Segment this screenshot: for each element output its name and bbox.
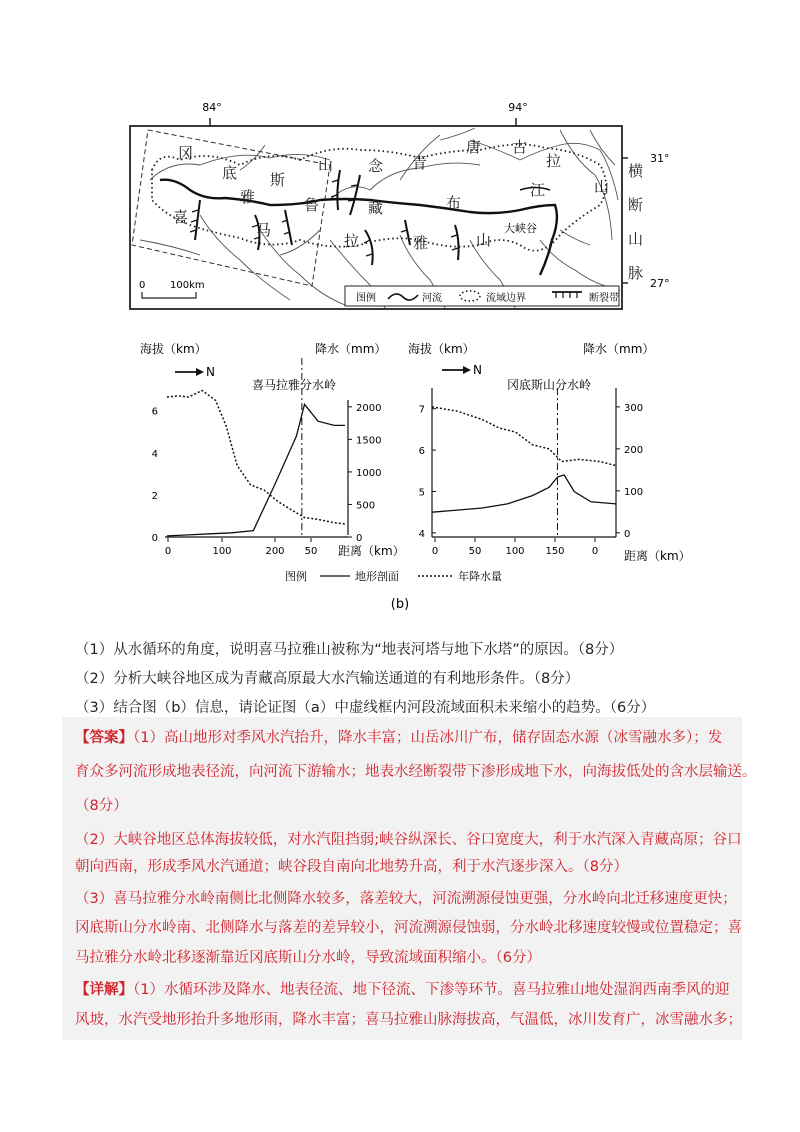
- chart-legend: [285, 569, 502, 583]
- left-tick-label: 5: [418, 487, 425, 499]
- left-tick-label: 4: [418, 528, 425, 540]
- basin-map: [0, 0, 800, 320]
- map-char-shan-3: 山: [628, 230, 644, 248]
- map-char-ma: 马: [256, 221, 272, 239]
- detail-line-2: 风坡，水汽受地形抬升多地形雨，降水丰富；喜马拉雅山脉海拔高，气温低，冰川发育广，冰雪融水多；: [75, 1012, 742, 1028]
- chart2-left-ticks: [419, 405, 436, 540]
- map-char-jiang: 江: [530, 181, 546, 199]
- chart1-title: 喜马拉雅分水岭: [252, 378, 337, 392]
- lon-label-94: 94°: [508, 101, 528, 114]
- x-tick-label: 100: [212, 546, 232, 557]
- detail-line-1: 【详解】（1）水循环涉及降水、地表径流、地下径流、下渗等环节。喜马拉雅山地处湿润西南季风的迎: [75, 982, 730, 998]
- map-char-gu: 古: [512, 138, 528, 156]
- svg-text:河流: 河流: [422, 293, 442, 304]
- map-label-grand-canyon: 大峡谷: [504, 222, 537, 235]
- map-char-shan-2: 山: [594, 178, 610, 196]
- chart2-precip-line: [432, 407, 616, 466]
- svg-text:图例: 图例: [285, 570, 307, 583]
- map-char-shan-1: 山: [318, 156, 334, 174]
- chart1-north-label: N: [206, 365, 215, 379]
- answer-line-6: （3）喜马拉雅分水岭南侧比北侧降水较多，落差较大，河流溯源侵蚀更强，分水岭向北迁移速度更快；: [75, 891, 737, 907]
- x-tick-label: 0: [431, 546, 439, 557]
- chart2-right-axis-label: 降水（mm）: [583, 342, 655, 356]
- x-tick-label: 100: [505, 546, 525, 557]
- chart2-x-axis-label: 距离（km）: [624, 549, 691, 563]
- map-char-ya-1: 雅: [240, 188, 256, 206]
- lon-label-84: 84°: [202, 101, 222, 114]
- answer-line-8: 马拉雅分水岭北移逐渐靠近冈底斯山分水岭，导致流域面积缩小。（6分）: [75, 950, 541, 966]
- right-tick-label: 200: [624, 444, 644, 456]
- chart1-left-ticks: [152, 407, 158, 544]
- map-char-mai: 脉: [628, 264, 644, 282]
- answer-line-1: 【答案】（1）高山地形对季风水汽抬升，降水丰富；山岳冰川广布，储存固态水源（冰雪融水多）；发: [75, 730, 723, 746]
- map-char-shan-4: 山: [476, 231, 492, 249]
- map-char-gang: 冈: [178, 144, 194, 162]
- map-char-bu: 布: [446, 194, 462, 212]
- answer-tag: 【答案】: [75, 730, 133, 746]
- map-char-zang: 藏: [368, 199, 384, 217]
- map-char-la-1: 拉: [546, 152, 562, 170]
- answer-line-2: 育众多河流形成地表径流，向河流下游输水；地表水经断裂带下渗形成地下水，向海拔低处的含水层输送。: [75, 764, 757, 780]
- map-char-qing: 青: [412, 154, 428, 172]
- answer-line-4: （2）大峡谷地区总体海拔较低，对水汽阻挡弱;峡谷纵深长、谷口宽度大，利于水汽深入青藏高原；谷口: [75, 832, 742, 848]
- chart2-right-ticks: [616, 403, 643, 540]
- profile-charts: [0, 330, 800, 615]
- map-char-di: 底: [222, 164, 238, 182]
- right-tick-label: 2000: [356, 402, 382, 414]
- chart-himalaya: [140, 341, 405, 558]
- svg-text:年降水量: 年降水量: [458, 570, 502, 583]
- chart1-x-ticks: [165, 538, 318, 557]
- lat-label-31: 31°: [650, 152, 670, 165]
- left-tick-label: 6: [151, 406, 158, 418]
- map-char-ya-2: 雅: [413, 234, 429, 252]
- svg-text:断裂带: 断裂带: [589, 293, 619, 304]
- chart1-left-axis-label: 海拔（km）: [140, 342, 207, 356]
- question-2: （2）分析大峡谷地区成为青藏高原最大水汽输送通道的有利地形条件。（8分）: [75, 671, 580, 687]
- chart-gangdise: [408, 341, 691, 563]
- chart1-terrain-line: [167, 404, 345, 536]
- chart1-right-axis-label: 降水（mm）: [315, 342, 387, 356]
- chart2-x-ticks: [432, 538, 598, 557]
- x-tick-label: 50: [304, 546, 318, 557]
- chart2-terrain-line: [432, 475, 616, 512]
- chart1-precip-line: [167, 391, 345, 525]
- left-tick-label: 7: [418, 404, 425, 416]
- svg-text:图例: 图例: [356, 293, 376, 304]
- x-tick-label: 0: [591, 546, 599, 557]
- svg-text:流域边界: 流域边界: [486, 293, 526, 304]
- map-char-heng: 横: [628, 162, 644, 180]
- map-char-la-2: 拉: [344, 232, 360, 250]
- svg-text:100km: 100km: [170, 280, 205, 291]
- x-tick-label: 200: [265, 546, 285, 557]
- map-char-lu: 鲁: [304, 196, 320, 214]
- svg-text:地形剖面: 地形剖面: [355, 570, 399, 583]
- x-tick-label: 0: [164, 546, 172, 557]
- x-tick-label: 150: [545, 546, 565, 557]
- chart2-north-label: N: [473, 363, 482, 377]
- answer-line-7: 冈底斯山分水岭南、北侧降水与落差的差异较小，河流溯源侵蚀弱，分水岭北移速度较慢或位置稳定；喜: [75, 920, 742, 936]
- left-tick-label: 4: [151, 448, 158, 460]
- detail-tag: 【详解】: [75, 982, 133, 998]
- map-char-si: 斯: [270, 171, 286, 189]
- left-tick-label: 2: [151, 490, 158, 502]
- right-tick-label: 1500: [356, 435, 382, 447]
- chart1-right-ticks: [348, 403, 381, 544]
- answer-line-5: 朝向西南，形成季风水汽通道；峡谷段自南向北地势升高，利于水汽逐步深入。（8分）: [75, 859, 628, 875]
- right-tick-label: 500: [356, 500, 376, 512]
- right-tick-label: 0: [624, 528, 631, 540]
- chart1-x-axis-label: 距离（km）: [338, 544, 405, 558]
- right-tick-label: 1000: [356, 467, 382, 479]
- map-char-xi: 喜: [173, 208, 189, 226]
- map-char-nian: 念: [368, 157, 384, 175]
- svg-text:0: 0: [139, 280, 146, 291]
- right-tick-label: 300: [624, 402, 644, 414]
- question-1: （1）从水循环的角度，说明喜马拉雅山被称为“地表河塔与地下水塔”的原因。（8分）: [75, 642, 624, 658]
- chart2-left-axis-label: 海拔（km）: [408, 342, 475, 356]
- question-3: （3）结合图（b）信息，请论证图（a）中虚线框内河段流域面积未来缩小的趋势。（6分）: [75, 700, 656, 716]
- left-tick-label: 6: [418, 446, 425, 458]
- right-tick-label: 0: [356, 533, 363, 544]
- chart2-title: 冈底斯山分水岭: [507, 378, 592, 392]
- left-tick-label: 0: [151, 533, 158, 544]
- lat-label-27: 27°: [650, 277, 670, 290]
- map-legend: [345, 286, 619, 306]
- answer-line-3: （8分）: [75, 798, 128, 814]
- right-tick-label: 100: [624, 486, 644, 498]
- map-char-tang: 唐: [466, 138, 482, 156]
- figure-caption: (b): [390, 597, 410, 612]
- x-tick-label: 50: [468, 546, 482, 557]
- map-char-duan: 断: [628, 196, 644, 214]
